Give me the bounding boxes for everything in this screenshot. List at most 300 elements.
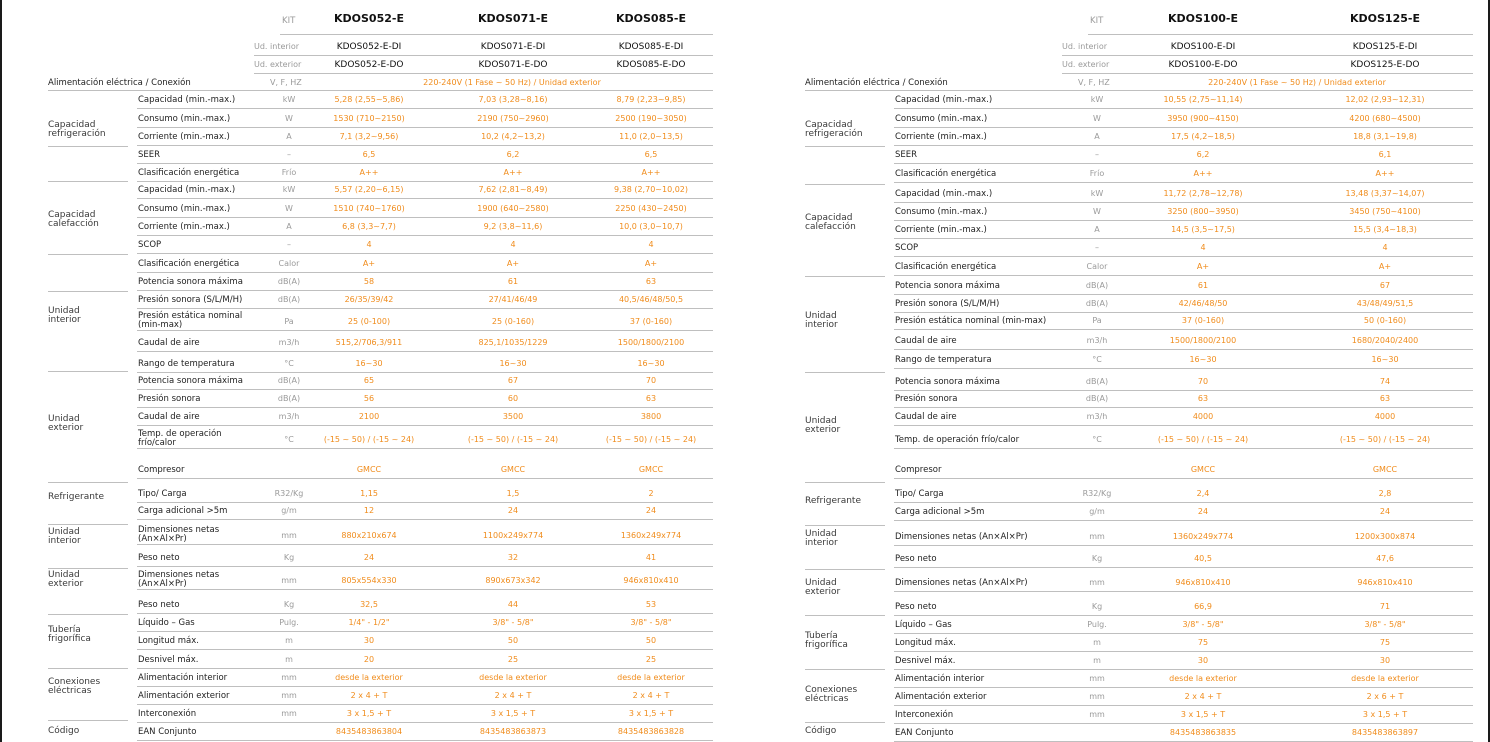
spec-row-value: 2190 (750~2960) bbox=[477, 114, 549, 123]
row-rule bbox=[137, 722, 713, 723]
spec-row-value: 6,1 bbox=[1378, 150, 1392, 159]
spec-row-value: 24 bbox=[363, 553, 375, 562]
spec-row-unit: m3/h bbox=[1086, 412, 1108, 421]
spec-row-value: 3450 (750~4100) bbox=[1349, 207, 1421, 216]
spec-row-unit: dB(A) bbox=[1085, 281, 1109, 290]
spec-row-value: 3/8" - 5/8" bbox=[492, 618, 534, 627]
spec-row-label: Capacidad (min.-max.) bbox=[138, 185, 236, 195]
group-separator bbox=[48, 146, 128, 147]
spec-row-label: Potencia sonora máxima bbox=[895, 281, 1000, 291]
exterior-model-code: KDOS071-E-DO bbox=[478, 60, 548, 70]
spec-row-unit: m bbox=[1093, 638, 1101, 647]
spec-row-unit: Pa bbox=[1092, 316, 1102, 325]
spec-row-value: 3 x 1,5 + T bbox=[628, 709, 674, 718]
spec-row-value: 70 bbox=[645, 376, 657, 385]
spec-row-value: 2 bbox=[648, 489, 654, 498]
spec-row-unit: Kg bbox=[1091, 602, 1103, 611]
group-label: Código bbox=[48, 726, 80, 736]
spec-row-value: 890x673x342 bbox=[485, 576, 541, 585]
spec-row-label: Rango de temperatura bbox=[895, 355, 992, 365]
spec-row-value: 7,62 (2,81~8,49) bbox=[478, 185, 548, 194]
spec-row-value: 25 bbox=[507, 655, 519, 664]
spec-row-value: 946x810x410 bbox=[1357, 578, 1413, 587]
spec-row-unit: mm bbox=[1089, 532, 1105, 541]
spec-row-value: 3 x 1,5 + T bbox=[1180, 710, 1226, 719]
spec-row-value: 4 bbox=[1200, 243, 1206, 252]
spec-row-label: SCOP bbox=[138, 240, 162, 250]
spec-row-value: A++ bbox=[359, 168, 379, 177]
row-rule bbox=[137, 127, 713, 128]
spec-row-label: Presión sonora bbox=[895, 394, 958, 404]
spec-row-value: 16~30 bbox=[637, 359, 665, 368]
spec-row-value: 67 bbox=[1379, 281, 1391, 290]
spec-row-label: Líquido – Gas bbox=[138, 618, 195, 628]
spec-row-value: 24 bbox=[1379, 507, 1391, 516]
interior-model-code: KDOS071-E-DI bbox=[480, 42, 546, 52]
spec-row-value: 25 bbox=[645, 655, 657, 664]
spec-row-value: GMCC bbox=[1190, 465, 1216, 474]
spec-row-label: Dimensiones netas (An×Al×Pr) bbox=[895, 578, 1028, 588]
spec-row-value: 71 bbox=[1379, 602, 1391, 611]
spec-row-value: 3800 bbox=[640, 412, 662, 421]
spec-row-unit: R32/Kg bbox=[1082, 489, 1112, 498]
spec-row-value: 1360x249x774 bbox=[620, 531, 682, 540]
row-rule bbox=[137, 502, 713, 503]
spec-row-unit: dB(A) bbox=[277, 277, 301, 286]
row-rule bbox=[894, 407, 1473, 408]
kit-label: KIT bbox=[1090, 16, 1104, 26]
spec-row-value: 1900 (640~2580) bbox=[477, 204, 549, 213]
spec-row-value: 4000 bbox=[1374, 412, 1396, 421]
row-rule bbox=[894, 633, 1473, 634]
spec-row-label: Dimensiones netas (An×Al×Pr) bbox=[138, 525, 220, 544]
spec-row-value: A+ bbox=[1378, 262, 1392, 271]
group-separator bbox=[805, 669, 885, 670]
spec-row-unit: mm bbox=[1089, 710, 1105, 719]
row-rule bbox=[894, 202, 1473, 203]
spec-row-unit: kW bbox=[1090, 95, 1104, 104]
spec-row-value: 9,38 (2,70~10,02) bbox=[613, 185, 689, 194]
row-rule bbox=[894, 545, 1473, 546]
spec-row-value: 24 bbox=[507, 506, 519, 515]
spec-row-value: 16~30 bbox=[1189, 355, 1217, 364]
spec-row-label: Tipo/ Carga bbox=[895, 489, 944, 499]
spec-row-value: 880x210x674 bbox=[341, 531, 397, 540]
row-rule bbox=[894, 329, 1473, 330]
row-rule bbox=[137, 235, 713, 236]
row-rule bbox=[894, 591, 1473, 592]
spec-row-unit: mm bbox=[281, 531, 297, 540]
spec-row-value: 40,5 bbox=[1194, 554, 1212, 563]
group-separator bbox=[805, 276, 885, 277]
group-separator bbox=[805, 525, 885, 526]
row-rule bbox=[894, 127, 1473, 128]
group-label: Unidad interior bbox=[48, 306, 81, 325]
spec-row-label: Alimentación exterior bbox=[895, 692, 987, 702]
spec-row-value: 11,72 (2,78~12,78) bbox=[1163, 189, 1243, 198]
spec-row-label: Capacidad (min.-max.) bbox=[895, 189, 993, 199]
spec-row-label: Alimentación exterior bbox=[138, 691, 230, 701]
spec-row-unit: Kg bbox=[283, 553, 295, 562]
spec-row-unit: m bbox=[1093, 656, 1101, 665]
group-separator bbox=[805, 722, 885, 723]
spec-row-label: Caudal de aire bbox=[895, 412, 957, 422]
spec-row-value: 58 bbox=[363, 277, 375, 286]
interior-model-code: KDOS125-E-DI bbox=[1352, 42, 1418, 52]
spec-row-value: 4 bbox=[366, 240, 372, 249]
group-label: Unidad interior bbox=[805, 311, 838, 330]
group-label: Código bbox=[805, 726, 837, 736]
exterior-model-code: KDOS052-E-DO bbox=[334, 60, 404, 70]
spec-row-label: Clasificación energética bbox=[138, 259, 240, 269]
model-rule bbox=[1062, 55, 1473, 56]
spec-row-unit: A bbox=[1094, 132, 1100, 141]
spec-row-value: 3/8" - 5/8" bbox=[630, 618, 672, 627]
spec-row-label: Corriente (min.-max.) bbox=[138, 132, 230, 142]
spec-row-value: 3 x 1,5 + T bbox=[1362, 710, 1408, 719]
spec-row-label: Carga adicional >5m bbox=[138, 506, 228, 516]
spec-row-unit: kW bbox=[282, 185, 296, 194]
spec-row-label: SEER bbox=[895, 150, 918, 160]
row-rule bbox=[894, 349, 1473, 350]
spec-row-value: 8435483863835 bbox=[1169, 728, 1237, 737]
spec-row-value: 14,5 (3,5~17,5) bbox=[1171, 225, 1235, 234]
kit-label: KIT bbox=[282, 16, 296, 26]
row-rule bbox=[137, 740, 713, 741]
group-separator bbox=[48, 668, 128, 669]
row-rule bbox=[137, 631, 713, 632]
spec-row-value: 56 bbox=[363, 394, 375, 403]
spec-row-label: Clasificación energética bbox=[895, 262, 997, 272]
spec-row-unit: A bbox=[1094, 225, 1100, 234]
spec-row-label: Rango de temperatura bbox=[138, 359, 235, 369]
group-label: Unidad exterior bbox=[805, 416, 841, 435]
row-rule bbox=[137, 566, 713, 567]
spec-row-unit: g/m bbox=[281, 506, 297, 515]
group-label: Conexiones eléctricas bbox=[805, 685, 858, 704]
spec-row-value: 2 x 6 + T bbox=[1366, 692, 1404, 701]
model-header: KDOS052-E bbox=[334, 12, 404, 25]
spec-row-value: 1/4" - 1/2" bbox=[348, 618, 390, 627]
spec-row-value: 3950 (900~4150) bbox=[1167, 114, 1239, 123]
interior-model-code: KDOS100-E-DI bbox=[1170, 42, 1236, 52]
row-rule bbox=[894, 615, 1473, 616]
row-rule bbox=[137, 478, 713, 479]
row-rule bbox=[137, 544, 713, 545]
model-rule bbox=[1062, 73, 1473, 74]
ud-exterior-label: Ud. exterior bbox=[254, 60, 302, 69]
group-separator bbox=[805, 372, 885, 373]
group-label: Unidad exterior bbox=[805, 578, 841, 597]
spec-row-value: 13,48 (3,37~14,07) bbox=[1345, 189, 1425, 198]
spec-row-value: A+ bbox=[1196, 262, 1210, 271]
row-rule bbox=[137, 163, 713, 164]
spec-row-label: Peso neto bbox=[895, 554, 937, 564]
row-rule bbox=[894, 502, 1473, 503]
spec-row-value: 18,8 (3,1~19,8) bbox=[1353, 132, 1417, 141]
spec-row-label: Interconexión bbox=[895, 710, 954, 720]
spec-row-value: A++ bbox=[1375, 169, 1395, 178]
group-label: Tubería frigorífica bbox=[805, 631, 848, 650]
spec-row-unit: kW bbox=[1090, 189, 1104, 198]
spec-row-value: 47,6 bbox=[1376, 554, 1394, 563]
spec-row-value: 6,2 bbox=[1196, 150, 1210, 159]
spec-row-unit: m bbox=[285, 636, 293, 645]
group-separator bbox=[48, 614, 128, 615]
spec-row-unit: m3/h bbox=[1086, 336, 1108, 345]
spec-row-value: 50 (0-160) bbox=[1363, 316, 1407, 325]
spec-row-label: Caudal de aire bbox=[138, 412, 200, 422]
spec-row-unit: °C bbox=[1092, 435, 1102, 444]
power-supply-value: 220-240V (1 Fase ~ 50 Hz) / Unidad exterior bbox=[1208, 78, 1386, 87]
spec-row-value: 10,0 (3,0~10,7) bbox=[619, 222, 683, 231]
spec-row-value: 11,0 (2,0~13,5) bbox=[619, 132, 683, 141]
spec-row-unit: W bbox=[285, 204, 293, 213]
spec-row-label: Peso neto bbox=[138, 553, 180, 563]
spec-row-value: 10,2 (4,2~13,2) bbox=[481, 132, 545, 141]
spec-row-label: Compresor bbox=[895, 465, 942, 475]
row-rule bbox=[137, 308, 713, 309]
group-separator bbox=[48, 720, 128, 721]
spec-row-unit: Frío bbox=[1089, 169, 1105, 178]
row-rule bbox=[137, 389, 713, 390]
group-separator bbox=[48, 371, 128, 372]
row-rule bbox=[894, 275, 1473, 276]
spec-row-value: 24 bbox=[1197, 507, 1209, 516]
group-label: Capacidad refrigeración bbox=[48, 120, 106, 139]
spec-row-unit: mm bbox=[1089, 578, 1105, 587]
spec-row-unit: Frío bbox=[281, 168, 297, 177]
power-supply-label: Alimentación eléctrica / Conexión bbox=[48, 78, 191, 88]
spec-row-value: 37 (0-160) bbox=[1181, 316, 1225, 325]
spec-row-label: Corriente (min.-max.) bbox=[895, 225, 987, 235]
spec-row-value: 30 bbox=[1379, 656, 1391, 665]
spec-row-value: 4200 (680~4500) bbox=[1349, 114, 1421, 123]
spec-row-label: Longitud máx. bbox=[895, 638, 956, 648]
spec-row-value: 50 bbox=[507, 636, 519, 645]
spec-row-unit: dB(A) bbox=[277, 394, 301, 403]
spec-row-value: 74 bbox=[1379, 377, 1391, 386]
spec-row-unit: – bbox=[1095, 243, 1099, 252]
spec-row-value: 25 (0-160) bbox=[491, 317, 535, 326]
spec-row-label: Consumo (min.-max.) bbox=[138, 114, 231, 124]
spec-row-unit: Pulg. bbox=[279, 618, 299, 627]
row-rule bbox=[894, 220, 1473, 221]
spec-row-value: 12,02 (2,93~12,31) bbox=[1345, 95, 1425, 104]
group-separator bbox=[48, 482, 128, 483]
spec-row-value: 53 bbox=[645, 600, 657, 609]
group-label: Conexiones eléctricas bbox=[48, 677, 101, 696]
spec-row-value: 17,5 (4,2~18,5) bbox=[1171, 132, 1235, 141]
row-rule bbox=[137, 448, 713, 449]
spec-row-value: 1510 (740~1760) bbox=[333, 204, 405, 213]
spec-row-value: 63 bbox=[645, 394, 657, 403]
spec-row-value: desde la exterior bbox=[335, 673, 403, 682]
spec-row-value: 8435483863873 bbox=[479, 727, 547, 736]
spec-row-value: 825,1/1035/1229 bbox=[478, 338, 548, 347]
group-label: Capacidad calefacción bbox=[48, 210, 99, 229]
row-rule bbox=[137, 372, 713, 373]
spec-row-value: (-15 ~ 50) / (-15 ~ 24) bbox=[1339, 435, 1431, 444]
spec-row-value: 7,1 (3,2~9,56) bbox=[339, 132, 399, 141]
exterior-model-code: KDOS100-E-DO bbox=[1168, 60, 1238, 70]
spec-row-value: 32 bbox=[507, 553, 519, 562]
spec-row-value: 50 bbox=[645, 636, 657, 645]
spec-row-unit: R32/Kg bbox=[274, 489, 304, 498]
spec-row-value: 8435483863897 bbox=[1351, 728, 1419, 737]
row-rule bbox=[894, 256, 1473, 257]
spec-row-label: EAN Conjunto bbox=[138, 727, 197, 737]
group-label: Capacidad calefacción bbox=[805, 213, 856, 232]
spec-row-value: GMCC bbox=[500, 465, 526, 474]
spec-row-value: 5,57 (2,20~6,15) bbox=[334, 185, 404, 194]
spec-row-value: 515,2/706,3/911 bbox=[335, 338, 403, 347]
row-rule bbox=[137, 108, 713, 109]
spec-row-value: 32,5 bbox=[360, 600, 378, 609]
spec-row-value: 2 x 4 + T bbox=[350, 691, 388, 700]
row-rule bbox=[894, 687, 1473, 688]
spec-row-unit: A bbox=[286, 132, 292, 141]
spec-row-unit: °C bbox=[284, 359, 294, 368]
row-rule bbox=[137, 145, 713, 146]
spec-row-unit: m3/h bbox=[278, 338, 300, 347]
spec-row-value: 6,2 bbox=[506, 150, 520, 159]
spec-row-value: 4000 bbox=[1192, 412, 1214, 421]
spec-row-label: Peso neto bbox=[138, 600, 180, 610]
row-rule bbox=[894, 182, 1473, 183]
spec-row-value: 946x810x410 bbox=[623, 576, 679, 585]
spec-row-value: 2250 (430~2450) bbox=[615, 204, 687, 213]
power-rule bbox=[805, 90, 1473, 91]
row-rule bbox=[894, 163, 1473, 164]
row-rule bbox=[137, 704, 713, 705]
model-rule bbox=[254, 73, 713, 74]
row-rule bbox=[894, 520, 1473, 521]
header-rule bbox=[1088, 34, 1473, 35]
spec-row-value: 63 bbox=[645, 277, 657, 286]
spec-row-value: 66,9 bbox=[1194, 602, 1212, 611]
group-separator bbox=[805, 482, 885, 483]
row-rule bbox=[894, 669, 1473, 670]
spec-row-unit: dB(A) bbox=[1085, 377, 1109, 386]
spec-row-unit: kW bbox=[282, 95, 296, 104]
spec-row-value: 6,8 (3,3~7,7) bbox=[342, 222, 396, 231]
spec-row-value: 2 x 4 + T bbox=[1184, 692, 1222, 701]
spec-row-value: 26/35/39/42 bbox=[344, 295, 394, 304]
spec-row-unit: mm bbox=[281, 576, 297, 585]
exterior-model-code: KDOS125-E-DO bbox=[1350, 60, 1420, 70]
group-separator bbox=[805, 569, 885, 570]
spec-row-value: 42/46/48/50 bbox=[1178, 299, 1228, 308]
row-rule bbox=[137, 272, 713, 273]
group-label: Refrigerante bbox=[48, 492, 104, 502]
spec-row-value: 70 bbox=[1197, 377, 1209, 386]
spec-row-unit: dB(A) bbox=[1085, 394, 1109, 403]
spec-row-value: A++ bbox=[503, 168, 523, 177]
spec-row-unit: mm bbox=[281, 691, 297, 700]
spec-row-value: 41 bbox=[645, 553, 657, 562]
spec-row-unit: W bbox=[285, 114, 293, 123]
spec-row-label: Compresor bbox=[138, 465, 185, 475]
spec-row-label: Capacidad (min.-max.) bbox=[895, 95, 993, 105]
spec-row-label: Presión sonora (S/L/M/H) bbox=[138, 295, 243, 305]
spec-row-value: 75 bbox=[1197, 638, 1209, 647]
spec-row-unit: – bbox=[287, 240, 291, 249]
row-rule bbox=[137, 351, 713, 352]
spec-row-value: A++ bbox=[1193, 169, 1213, 178]
row-rule bbox=[894, 478, 1473, 479]
spec-row-value: desde la exterior bbox=[617, 673, 685, 682]
spec-row-unit: °C bbox=[284, 435, 294, 444]
spec-row-value: GMCC bbox=[1372, 465, 1398, 474]
spec-row-unit: Calor bbox=[278, 259, 300, 268]
spec-row-value: A+ bbox=[362, 259, 376, 268]
spec-row-label: Desnivel máx. bbox=[895, 656, 956, 666]
spec-row-value: 1100x249x774 bbox=[482, 531, 544, 540]
spec-row-value: 10,55 (2,75~11,14) bbox=[1163, 95, 1243, 104]
spec-row-unit: mm bbox=[1089, 692, 1105, 701]
group-separator bbox=[48, 254, 128, 255]
spec-row-value: 16~30 bbox=[1371, 355, 1399, 364]
spec-row-value: 60 bbox=[507, 394, 519, 403]
spec-row-value: 3500 bbox=[502, 412, 524, 421]
spec-row-unit: dB(A) bbox=[277, 295, 301, 304]
spec-row-value: 5,28 (2,55~5,86) bbox=[334, 95, 404, 104]
row-rule bbox=[894, 294, 1473, 295]
spec-row-label: Consumo (min.-max.) bbox=[138, 204, 231, 214]
exterior-model-code: KDOS085-E-DO bbox=[616, 60, 686, 70]
spec-row-unit: g/m bbox=[1089, 507, 1105, 516]
interior-model-code: KDOS052-E-DI bbox=[336, 42, 402, 52]
group-separator bbox=[48, 291, 128, 292]
spec-row-label: SEER bbox=[138, 150, 161, 160]
spec-row-value: 3250 (800~3950) bbox=[1167, 207, 1239, 216]
spec-row-value: 24 bbox=[645, 506, 657, 515]
spec-row-value: desde la exterior bbox=[1169, 674, 1237, 683]
row-rule bbox=[137, 425, 713, 426]
spec-row-unit: – bbox=[1095, 150, 1099, 159]
spec-row-label: Líquido – Gas bbox=[895, 620, 952, 630]
spec-row-unit: °C bbox=[1092, 355, 1102, 364]
group-separator bbox=[805, 146, 885, 147]
spec-row-value: 946x810x410 bbox=[1175, 578, 1231, 587]
spec-row-value: 1500/1800/2100 bbox=[1169, 336, 1237, 345]
spec-row-value: A+ bbox=[506, 259, 520, 268]
spec-row-value: 7,03 (3,28~8,16) bbox=[478, 95, 548, 104]
spec-row-label: Presión sonora bbox=[138, 394, 201, 404]
spec-row-label: Desnivel máx. bbox=[138, 655, 199, 665]
row-rule bbox=[137, 519, 713, 520]
row-rule bbox=[894, 238, 1473, 239]
spec-row-value: 27/41/46/49 bbox=[488, 295, 538, 304]
interior-model-code: KDOS085-E-DI bbox=[618, 42, 684, 52]
spec-row-value: 61 bbox=[507, 277, 519, 286]
spec-row-unit: dB(A) bbox=[1085, 299, 1109, 308]
spec-row-unit: A bbox=[286, 222, 292, 231]
row-rule bbox=[894, 448, 1473, 449]
row-rule bbox=[137, 686, 713, 687]
row-rule bbox=[894, 145, 1473, 146]
spec-row-value: A+ bbox=[644, 259, 658, 268]
spec-row-label: Caudal de aire bbox=[895, 336, 957, 346]
spec-row-label: Peso neto bbox=[895, 602, 937, 612]
spec-row-value: GMCC bbox=[638, 465, 664, 474]
spec-row-unit: Pa bbox=[284, 317, 294, 326]
spec-row-unit: – bbox=[287, 150, 291, 159]
spec-row-label: Tipo/ Carga bbox=[138, 489, 187, 499]
spec-row-value: 67 bbox=[507, 376, 519, 385]
spec-row-label: Dimensiones netas (An×Al×Pr) bbox=[895, 532, 1028, 542]
